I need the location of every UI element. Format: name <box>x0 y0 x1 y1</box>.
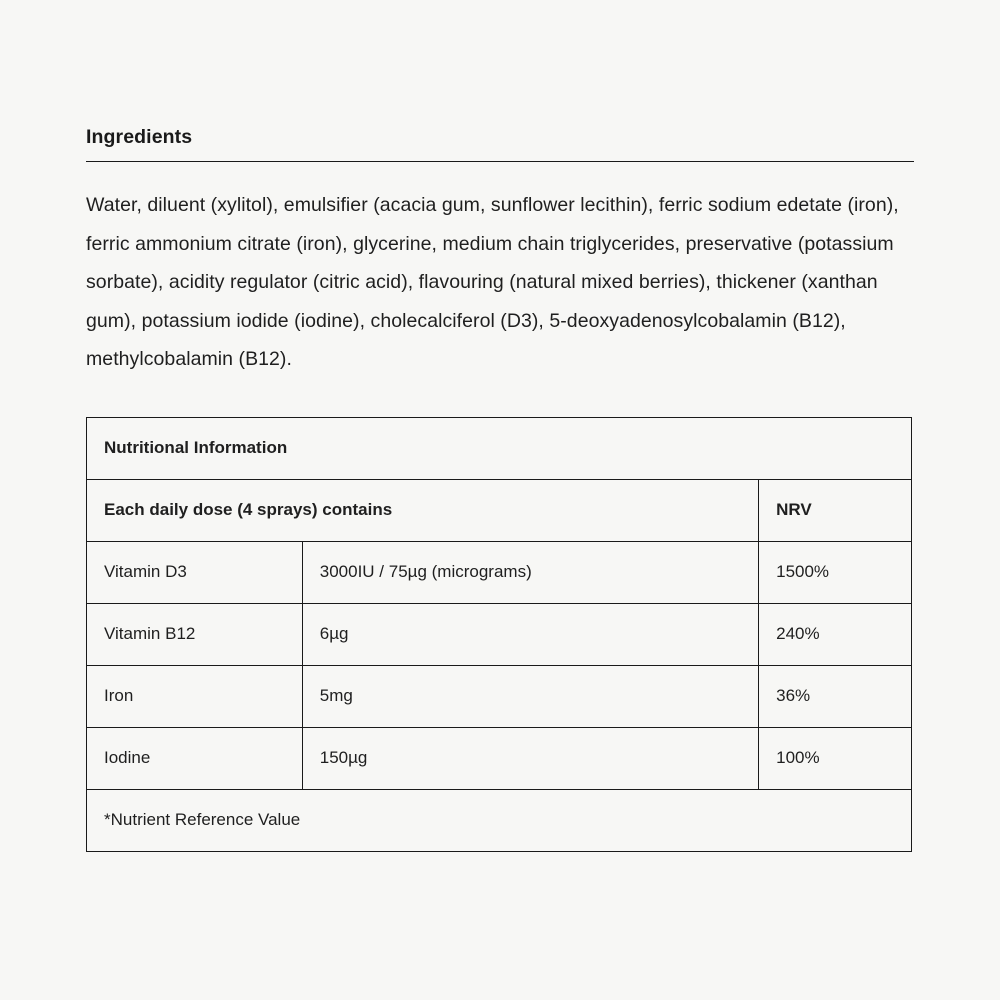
cell-nutrient: Vitamin B12 <box>87 603 303 665</box>
cell-amount: 6µg <box>302 603 758 665</box>
cell-nutrient: Vitamin D3 <box>87 541 303 603</box>
page-title: Ingredients <box>86 126 914 162</box>
table-row <box>87 479 912 541</box>
cell-nrv: 1500% <box>759 541 912 603</box>
table-row <box>87 417 912 479</box>
table-caption: Nutritional Information <box>87 417 912 479</box>
cell-nrv: 36% <box>759 665 912 727</box>
table-row <box>87 541 912 603</box>
ingredients-section <box>86 126 914 852</box>
cell-amount: 150µg <box>302 727 758 789</box>
nutritional-information-table <box>86 417 912 852</box>
column-header-dose: Each daily dose (4 sprays) contains <box>87 479 759 541</box>
table-row <box>87 603 912 665</box>
cell-amount: 5mg <box>302 665 758 727</box>
ingredients-paragraph: Water, diluent (xylitol), emulsifier (acacia gum, sunflower lecithin), ferric sodium edetate (iron), ferric ammonium citrate (iron), glycerine, medium chain triglycerides, preservative (potassium sorbate), acidity regulator (citric acid), flavouring (natural mixed berries), thickener (xanthan gum), potassium iodide (iodine), cholecalciferol (D3), 5-deoxyadenosylcobalamin (B12), methylcobalamin (B12). <box>86 194 899 370</box>
cell-nrv: 240% <box>759 603 912 665</box>
table-row <box>87 727 912 789</box>
cell-amount: 3000IU / 75µg (micrograms) <box>302 541 758 603</box>
table-footnote: *Nutrient Reference Value <box>87 789 912 851</box>
cell-nrv: 100% <box>759 727 912 789</box>
column-header-nrv: NRV <box>759 479 912 541</box>
table-row <box>87 789 912 851</box>
cell-nutrient: Iron <box>87 665 303 727</box>
table-row <box>87 665 912 727</box>
cell-nutrient: Iodine <box>87 727 303 789</box>
